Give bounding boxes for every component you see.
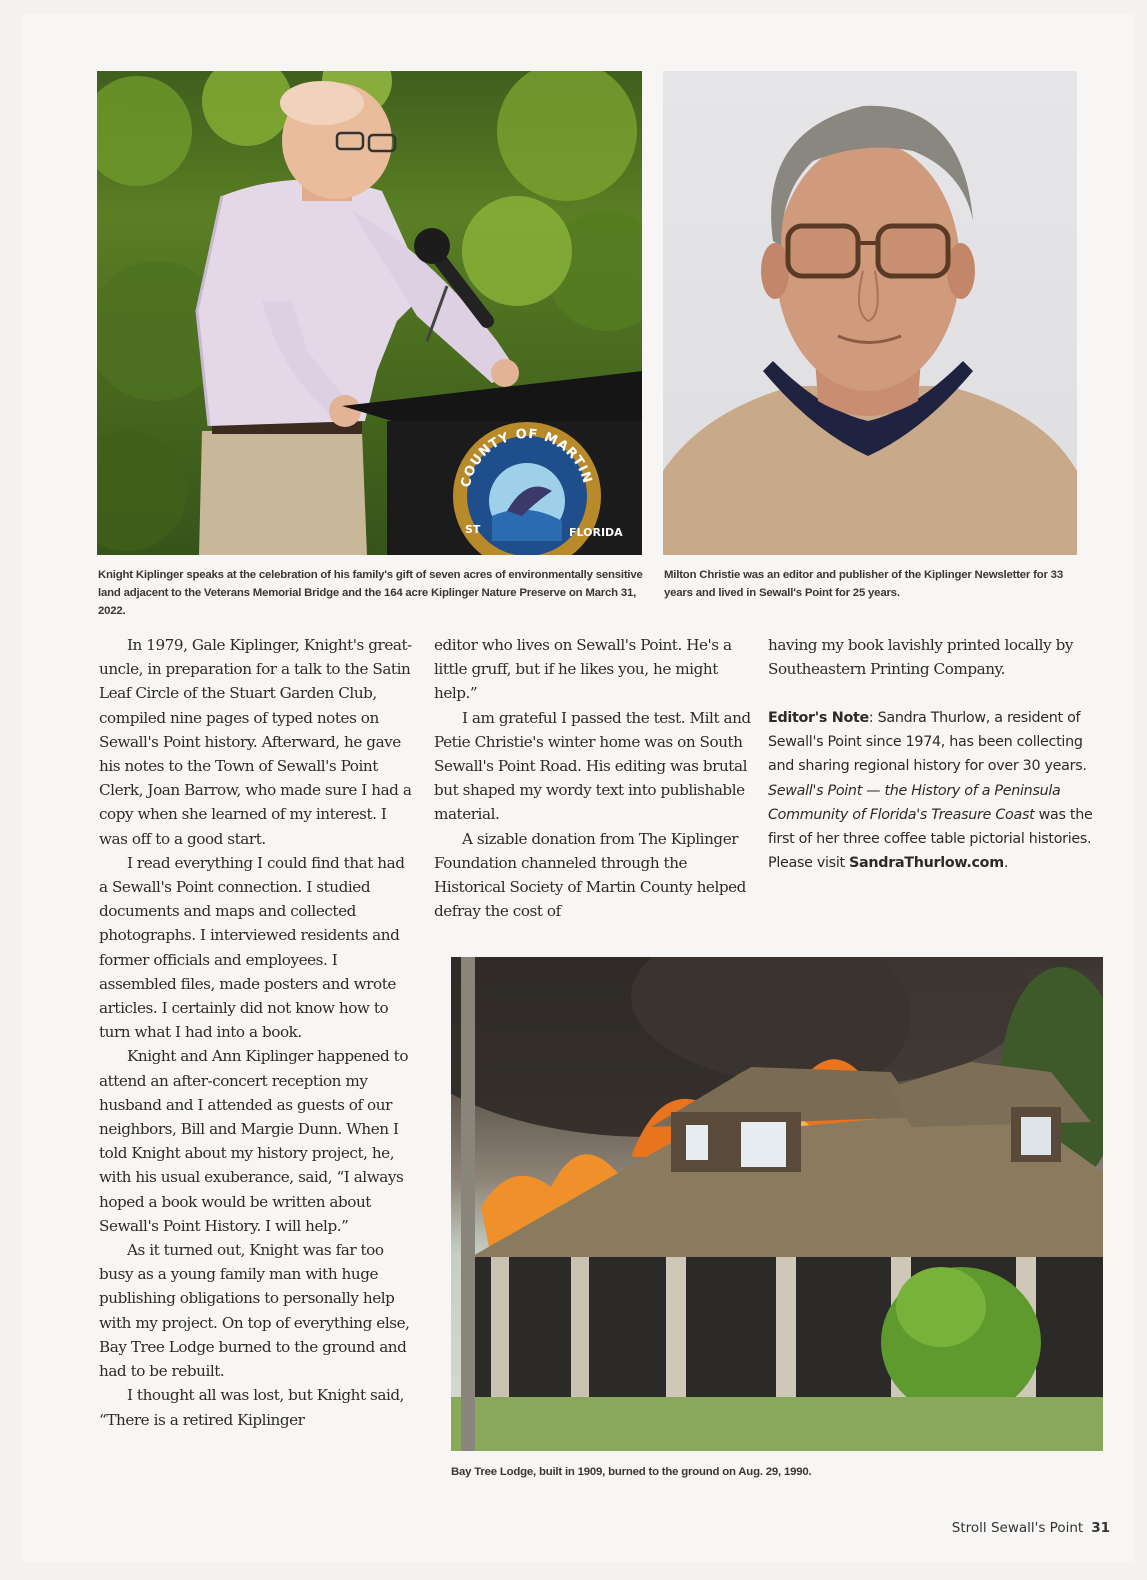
book-title: Sewall's Point — the History of a Peninsula Community of Florida's Treasure Coast	[768, 782, 1061, 823]
portrait-illustration	[663, 71, 1077, 555]
website-link[interactable]: SandraThurlow.com	[849, 855, 1004, 872]
editors-note-text: : Sandra Thurlow, a resident of Sewall's Point since 1974, has been collecting and sharing regional history for over 30 years.	[768, 710, 1087, 775]
editors-note-label: Editor's Note	[768, 710, 869, 726]
article-column-2	[434, 633, 754, 923]
photo-milton-christie-portrait	[663, 71, 1077, 555]
editors-note-text-2: was the first of her three coffee table pictorial histories. Please visit	[768, 806, 1093, 872]
paragraph: having my book lavishly printed locally by Southeastern Printing Company.	[768, 636, 1073, 679]
editors-note	[768, 706, 1098, 875]
paragraph: As it turned out, Knight was far too busy as a young family man with huge publishing obligations to personally help with my project. On top of everything else, Bay Tree Lodge burned to the ground and had to be rebuilt.	[99, 1241, 410, 1381]
paragraph: editor who lives on Sewall's Point. He's a little gruff, but if he likes you, he might help.”	[434, 636, 732, 703]
photo-bay-tree-lodge-fire	[451, 957, 1103, 1451]
photo-speaker-at-podium	[97, 71, 642, 555]
article-column-3	[768, 633, 1088, 681]
editors-note-end: .	[1003, 855, 1009, 872]
county-seal-lettering	[97, 71, 642, 555]
seal-left-text: ST	[465, 523, 481, 536]
paragraph: I am grateful I passed the test. Milt and Petie Christie's winter home was on South Sewall's Point Road. His editing was brutal but shaped my wordy text into publishable material.	[434, 708, 751, 824]
paragraph: I read everything I could find that had a Sewall's Point connection. I studied documents and maps and collected photographs. I interviewed residents and former officials and employees. I assembled files, made posters and wrote articles. I certainly did not know how to turn what I had into a book.	[99, 853, 405, 1042]
paragraph: A sizable donation from The Kiplinger Foundation channeled through the Historical Society of Martin County helped defray the cost of	[434, 829, 746, 921]
lodge-fire-illustration	[451, 957, 1103, 1451]
seal-top-text: COUNTY OF MARTIN	[458, 426, 595, 489]
paragraph: I thought all was lost, but Knight said, “There is a retired Kiplinger	[99, 1386, 405, 1429]
caption-portrait: Milton Christie was an editor and publisher of the Kiplinger Newsletter for 33 years and lived in Sewall's Point for 25 years.	[664, 569, 1063, 599]
article-column-1	[99, 633, 414, 1432]
caption-lodge: Bay Tree Lodge, built in 1909, burned to the ground on Aug. 29, 1990.	[451, 1466, 812, 1478]
page-number: 31	[1091, 1520, 1110, 1536]
publication-name: Stroll Sewall's Point	[951, 1520, 1084, 1536]
paragraph: Knight and Ann Kiplinger happened to attend an after-concert reception my husband and I attended as guests of our neighbors, Bill and Margie Dunn. When I told Knight about my history project, he, with his usual exuberance, said, “I always hoped a book would be written about Sewall's Point History. I will help.”	[99, 1047, 409, 1235]
seal-right-text: FLORIDA	[569, 526, 623, 539]
caption-speaker: Knight Kiplinger speaks at the celebration of his family's gift of seven acres of environmentally sensitive land adjacent to the Veterans Memorial Bridge and the 164 acre Kiplinger Nature Preserve on March 31, 2022.	[98, 569, 643, 617]
svg-text:COUNTY OF MARTIN	[459, 427, 595, 489]
page-footer	[950, 1520, 1110, 1536]
paragraph: In 1979, Gale Kiplinger, Knight's great-uncle, in preparation for a talk to the Satin Leaf Circle of the Stuart Garden Club, compiled nine pages of typed notes on Sewall's Point history. Afterward, he gave his notes to the Town of Sewall's Point Clerk, Joan Barrow, who made sure I had a copy when she learned of my interest. I was off to a good start.	[99, 636, 412, 848]
